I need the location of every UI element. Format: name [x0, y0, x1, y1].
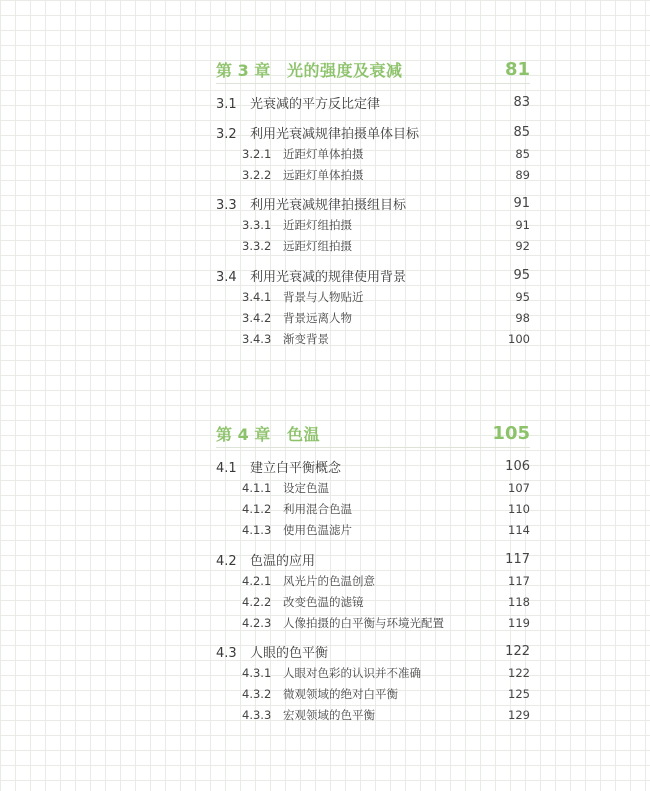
subsection-number: 4.1.3 — [242, 523, 272, 537]
section-number: 3.3 — [216, 198, 237, 214]
subsection-page: 95 — [515, 289, 530, 304]
section-number: 4.1 — [216, 461, 237, 477]
subsection-page: 91 — [515, 218, 530, 232]
section-entry[interactable] — [216, 193, 530, 215]
subsection-number: 4.3.2 — [242, 687, 272, 701]
chapter-4 — [216, 421, 530, 726]
section-entry[interactable] — [216, 265, 530, 287]
subsection-page: 107 — [508, 481, 530, 495]
subsection-page: 89 — [515, 167, 530, 182]
subsection-title: 背景与人物贴近 — [283, 289, 364, 304]
section-page: 91 — [513, 196, 530, 212]
subsection-number: 3.2.1 — [242, 146, 272, 161]
section-number: 3.2 — [216, 126, 237, 142]
subsection-title: 设定色温 — [283, 481, 329, 495]
subsection-entry[interactable] — [216, 570, 530, 591]
subsection-title: 微观领域的绝对白平衡 — [283, 687, 398, 701]
subsection-number: 4.1.1 — [242, 481, 272, 495]
subsection-page: 117 — [508, 573, 530, 588]
chapter-3 — [216, 57, 530, 349]
subsection-entry[interactable] — [216, 612, 530, 633]
section-number: 4.3 — [216, 646, 237, 662]
chapter-page: 81 — [504, 58, 530, 80]
subsection-entry[interactable] — [216, 499, 530, 520]
chapter-title: 光的强度及衰减 — [287, 60, 403, 80]
subsection-title: 使用色温滤片 — [283, 523, 352, 537]
subsection-title: 近距灯组拍摄 — [283, 218, 352, 232]
subsection-entry[interactable] — [216, 328, 530, 349]
section-page: 106 — [505, 459, 530, 475]
chapter-page: 105 — [492, 422, 530, 444]
section-title: 建立白平衡概念 — [250, 461, 342, 477]
section-title: 光衰减的平方反比定律 — [250, 97, 381, 113]
section-number: 3.4 — [216, 269, 237, 285]
subsection-entry[interactable] — [216, 286, 530, 307]
subsection-number: 4.3.3 — [242, 708, 272, 722]
subsection-title: 远距灯单体拍摄 — [283, 167, 364, 182]
subsection-title: 人眼对色彩的认识并不准确 — [283, 666, 421, 680]
subsection-number: 4.1.2 — [242, 502, 272, 516]
chapter-label: 第 4 章 — [216, 424, 271, 444]
subsection-title: 背景远离人物 — [283, 310, 352, 325]
subsection-title: 渐变背景 — [283, 331, 329, 346]
subsection-title: 人像拍摄的白平衡与环境光配置 — [283, 615, 444, 630]
subsection-number: 4.2.2 — [242, 594, 272, 609]
subsection-number: 4.2.1 — [242, 573, 272, 588]
subsection-page: 85 — [515, 146, 530, 161]
subsection-entry[interactable] — [216, 684, 530, 705]
subsection-entry[interactable] — [216, 307, 530, 328]
chapter-heading — [216, 421, 530, 448]
subsection-entry[interactable] — [216, 478, 530, 499]
subsection-number: 3.3.1 — [242, 218, 272, 232]
section-page: 117 — [505, 551, 530, 567]
subsection-number: 3.4.3 — [242, 331, 272, 346]
section-entry[interactable] — [216, 549, 530, 571]
subsection-title: 利用混合色温 — [283, 502, 352, 516]
subsection-title: 近距灯单体拍摄 — [283, 146, 364, 161]
subsection-page: 118 — [508, 594, 530, 609]
subsection-number: 4.2.3 — [242, 615, 272, 630]
subsection-title: 风光片的色温创意 — [283, 573, 375, 588]
section-title: 利用光衰减的规律使用背景 — [250, 269, 407, 285]
chapter-heading — [216, 57, 530, 84]
section-number: 3.1 — [216, 97, 237, 113]
chapter-title-group — [216, 58, 403, 81]
subsection-page: 129 — [508, 708, 530, 722]
section-page: 85 — [513, 124, 530, 140]
section-page: 95 — [513, 267, 530, 283]
subsection-number: 3.3.2 — [242, 239, 272, 253]
section-title: 利用光衰减规律拍摄组目标 — [250, 198, 407, 214]
section-title: 利用光衰减规律拍摄单体目标 — [250, 126, 420, 142]
section-entry[interactable] — [216, 456, 530, 478]
section-title: 色温的应用 — [250, 553, 316, 569]
subsection-number: 3.2.2 — [242, 167, 272, 182]
subsection-entry[interactable] — [216, 143, 530, 164]
subsection-entry[interactable] — [216, 164, 530, 185]
section-title: 人眼的色平衡 — [250, 646, 329, 662]
subsection-number: 4.3.1 — [242, 666, 272, 680]
subsection-title: 宏观领域的色平衡 — [283, 708, 375, 722]
section-number: 4.2 — [216, 553, 237, 569]
subsection-page: 114 — [508, 523, 530, 537]
subsection-entry[interactable] — [216, 705, 530, 726]
subsection-page: 98 — [515, 310, 530, 325]
subsection-page: 100 — [508, 331, 530, 346]
subsection-page: 110 — [508, 502, 530, 516]
subsection-title: 改变色温的滤镜 — [283, 594, 364, 609]
subsection-title: 远距灯组拍摄 — [283, 239, 352, 253]
subsection-page: 119 — [508, 615, 530, 630]
subsection-entry[interactable] — [216, 591, 530, 612]
section-entry[interactable] — [216, 641, 530, 663]
subsection-entry[interactable] — [216, 520, 530, 541]
subsection-number: 3.4.1 — [242, 289, 272, 304]
subsection-entry[interactable] — [216, 663, 530, 684]
subsection-page: 92 — [515, 239, 530, 253]
section-entry[interactable] — [216, 122, 530, 144]
subsection-number: 3.4.2 — [242, 310, 272, 325]
section-entry[interactable] — [216, 92, 530, 114]
subsection-entry[interactable] — [216, 236, 530, 257]
subsection-entry[interactable] — [216, 215, 530, 236]
chapter-label: 第 3 章 — [216, 60, 271, 80]
section-page: 122 — [505, 644, 530, 660]
subsection-page: 125 — [508, 687, 530, 701]
section-page: 83 — [513, 95, 530, 111]
chapter-title-group — [216, 422, 320, 445]
chapter-title: 色温 — [287, 424, 321, 444]
subsection-page: 122 — [508, 666, 530, 680]
